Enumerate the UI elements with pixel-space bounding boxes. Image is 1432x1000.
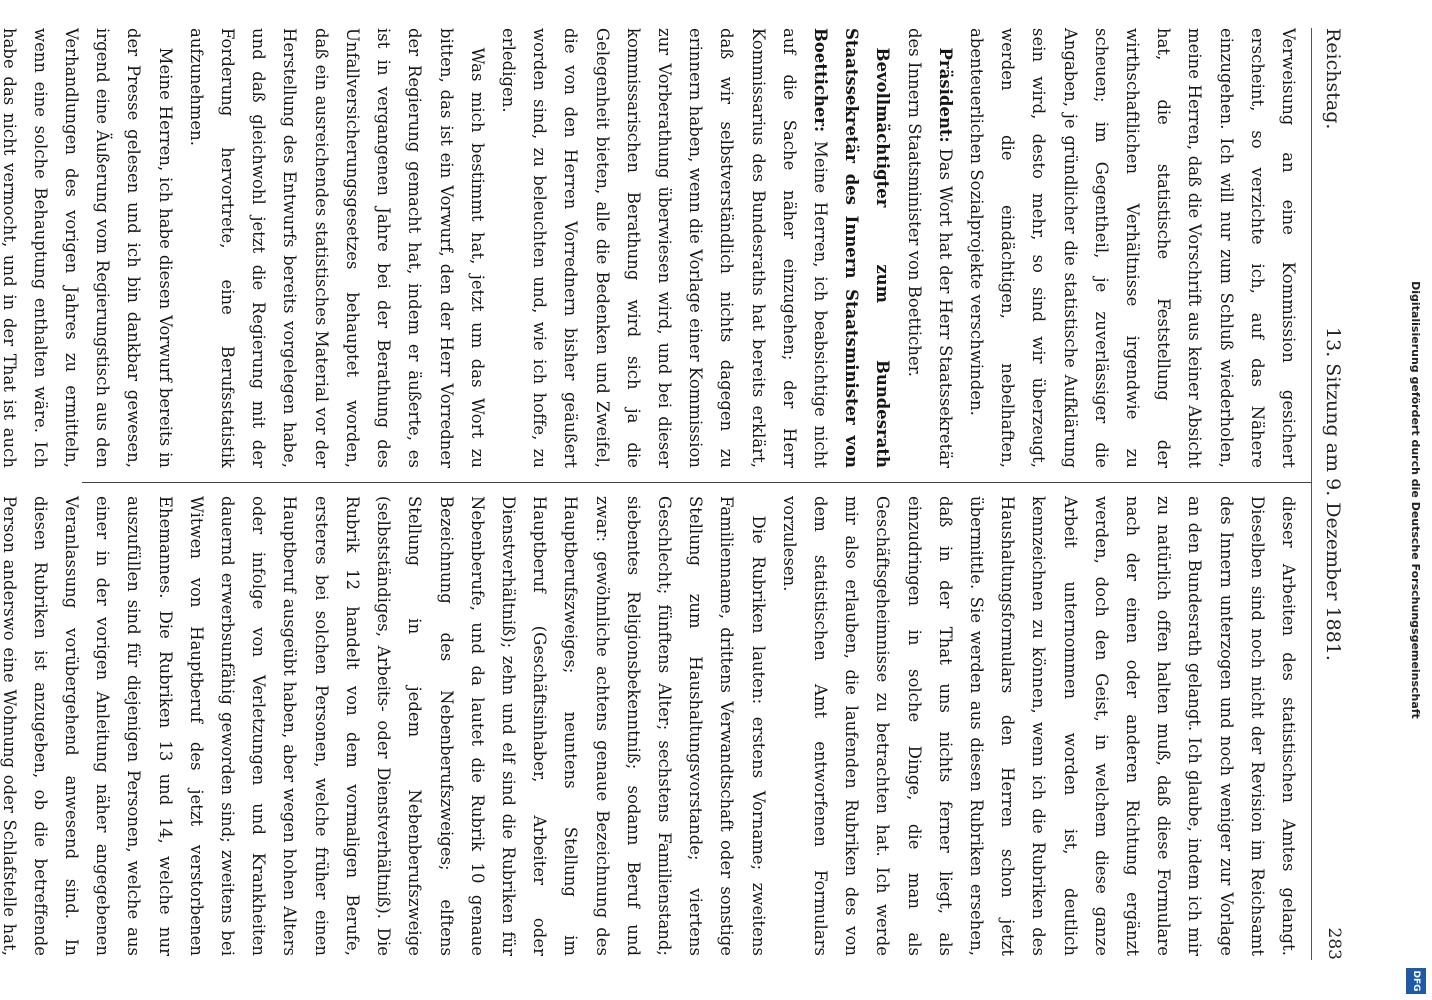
paragraph-text: Das Wort hat der Herr Staatssekretär des Innern Staatsminister von Boetticher. [904, 28, 955, 468]
paragraph [898, 28, 960, 468]
right-column [0, 496, 1304, 956]
dfg-logo: DFG [1406, 968, 1426, 994]
paragraph-text: Meine Herren, ich habe diesen Vorwurf bereits in der Presse gelesen und ich bin dankbar gewesen, irgend eine Äußerung vom Regierungstisch aus den Verhandlungen des vorigen Jahres zu ermitteln, wenn eine solche Behauptung enthalten wäre. Ich habe das nicht vermocht, und in der That ist auch [0, 28, 175, 468]
paragraph [181, 28, 493, 468]
header-rule [1311, 28, 1312, 960]
header-left: Reichstag. [1322, 28, 1344, 130]
running-head [1308, 28, 1344, 960]
speaker-name: Präsident: [935, 47, 955, 143]
paragraph-text: Meine Herren, ich beabsichtige nicht auf die Sache näher einzugehen; der Herr Kommissarius des Bundesraths hat bereits erklärt, daß wir selbstverständlich nichts dagegen zu erinnern haben, wenn die Vorlage einer Kommission zur Vorberathung überwiesen wird, und bei dieser kommissarischen Berathung wird sich ja die Gelegenheit bieten, alle die Bedenken und Zweifel, die von den Herren Vorrednern bisher geäußert worden sind, zu beleuchten und, wie ich hoffe, zu erledigen. [498, 28, 830, 468]
paragraph [493, 28, 899, 468]
paragraph-text: Die Rubriken lauten: erstens Vorname; zweitens Familienname, drittens Verwandtschaft oder sonstige Stellung zum Haushaltungsvorstande; viertens Geschlecht; fünftens Alter; sechstens Familienstand; siebentes Religionsbekenntniß; sodann Beruf und zwar: gewöhnliche achtens genaue Bezeichnung des Hauptberufszweiges; neuntens Stellung im Hauptberuf (Geschäftsinhaber, Arbeiter oder Dienstverhältniß); zehn und elf sind die Rubriken für Nebenberufe, und da lautet die Rubrik 10 genaue Bezeichnung des Nebenberufszweiges; elftens Stellung in jedem Nebenberufszweige (selbstständiges, Arbeits- oder Dienstverhältniß). Die Rubrik 12 handelt von dem vormaligen Berufe, ersteres bei solchen Personen, welche früher einen Hauptberuf ausgeübt haben, aber wegen hohen Alters oder infolge von Verletzungen und Krankheiten dauernd erwerbsunfähig geworden sind; zweitens bei Witwen von Hauptberuf des jetzt verstorbenen Ehemannes. Die Rubriken 13 und 14, welche nur auszufüllen sind für diejenigen Personen, welche aus einer in der vorigen Anleitung näher angegebenen Veranlassung vorübergehend anwesend sind. In diesen Rubriken ist anzugeben, ob die betreffende Person anderswo eine Wohnung oder Schlafstelle hat, [0, 496, 768, 956]
paragraph-text: Verweisung an eine Kommission gesichert erscheint, so verzichte ich, auf das Nähere einzugehen. Ich will nur zum Schluß wiederholen, meine Herren, daß die Vorschrift aus keiner Absicht hat, die statistische Feststellung der wirthschaftlichen Verhältnisse irgendwie zu scheuen; im Gegentheil, je zuverlässiger die Angaben, je gründlicher die statistische Aufklärung sein wird, desto mehr, so sind wir überzeugt, werden die eindächtigen, nebelhaften, abenteuerlichen Sozialprojekte verschwinden. [966, 28, 1298, 468]
paragraph [0, 496, 774, 956]
paragraph [961, 28, 1304, 468]
paragraph [0, 28, 181, 468]
paragraph-text: dieser Arbeiten des statistischen Amtes gelangt. Dieselben sind noch nicht der Revision im Reichsamt des Innern unterzogen und noch weniger zur Vorlage an den Bundesrath gelangt. Ich glaube, indem ich mir zu natürlich offen halten muß, daß diese Formulare nach der einen oder anderen Richtung ergänzt werden, doch den Geist, in welchem diese ganze Arbeit unternommen worden ist, deutlich kennzeichnen zu können, wenn ich die Rubriken des Haushaltungsformulars den Herren schon jetzt übermittle. Sie werden aus diesen Rubriken ersehen, daß in der That uns nichts ferner liegt, als einzudringen in solche Dinge, die man als Geschäftsgeheimnisse zu betrachten hat. Ich werde mir also erlauben, die laufenden Rubriken des von dem statistischen Amt entworfenen Formulars vorzulesen. [779, 496, 1298, 956]
speaker-name: Bevollmächtigter zum Bundesrath Staatssekretär des Innern Staatsminister von Boetticher: [810, 28, 893, 468]
column-divider [82, 482, 1312, 483]
header-title: 13. Sitzung am 9. Dezember 1881. [1322, 327, 1344, 661]
digitization-credit: Digitalisierung gefördert durch die Deutsche Forschungsgemeinschaft [1409, 281, 1422, 719]
page-number: 283 [1324, 927, 1344, 960]
paragraph [774, 496, 1304, 956]
paragraph-text: Was mich bestimmt hat, jetzt um das Wort zu bitten, das ist ein Vorwurf, den der Herr Vorredner der Regierung gemacht hat, indem er äußerte, es ist in vergangenen Jahre bei der Berathung des Unfallversicherungsgesetzes behauptet worden, daß ein ausreichendes statistisches Material vor der Herstellung des Entwurfs bereits vorgelegen habe, und daß gleichwohl jetzt die Regierung mit der Forderung hervortrete, eine Berufsstatistik aufzunehmen. [186, 28, 487, 468]
left-column [0, 28, 1304, 468]
